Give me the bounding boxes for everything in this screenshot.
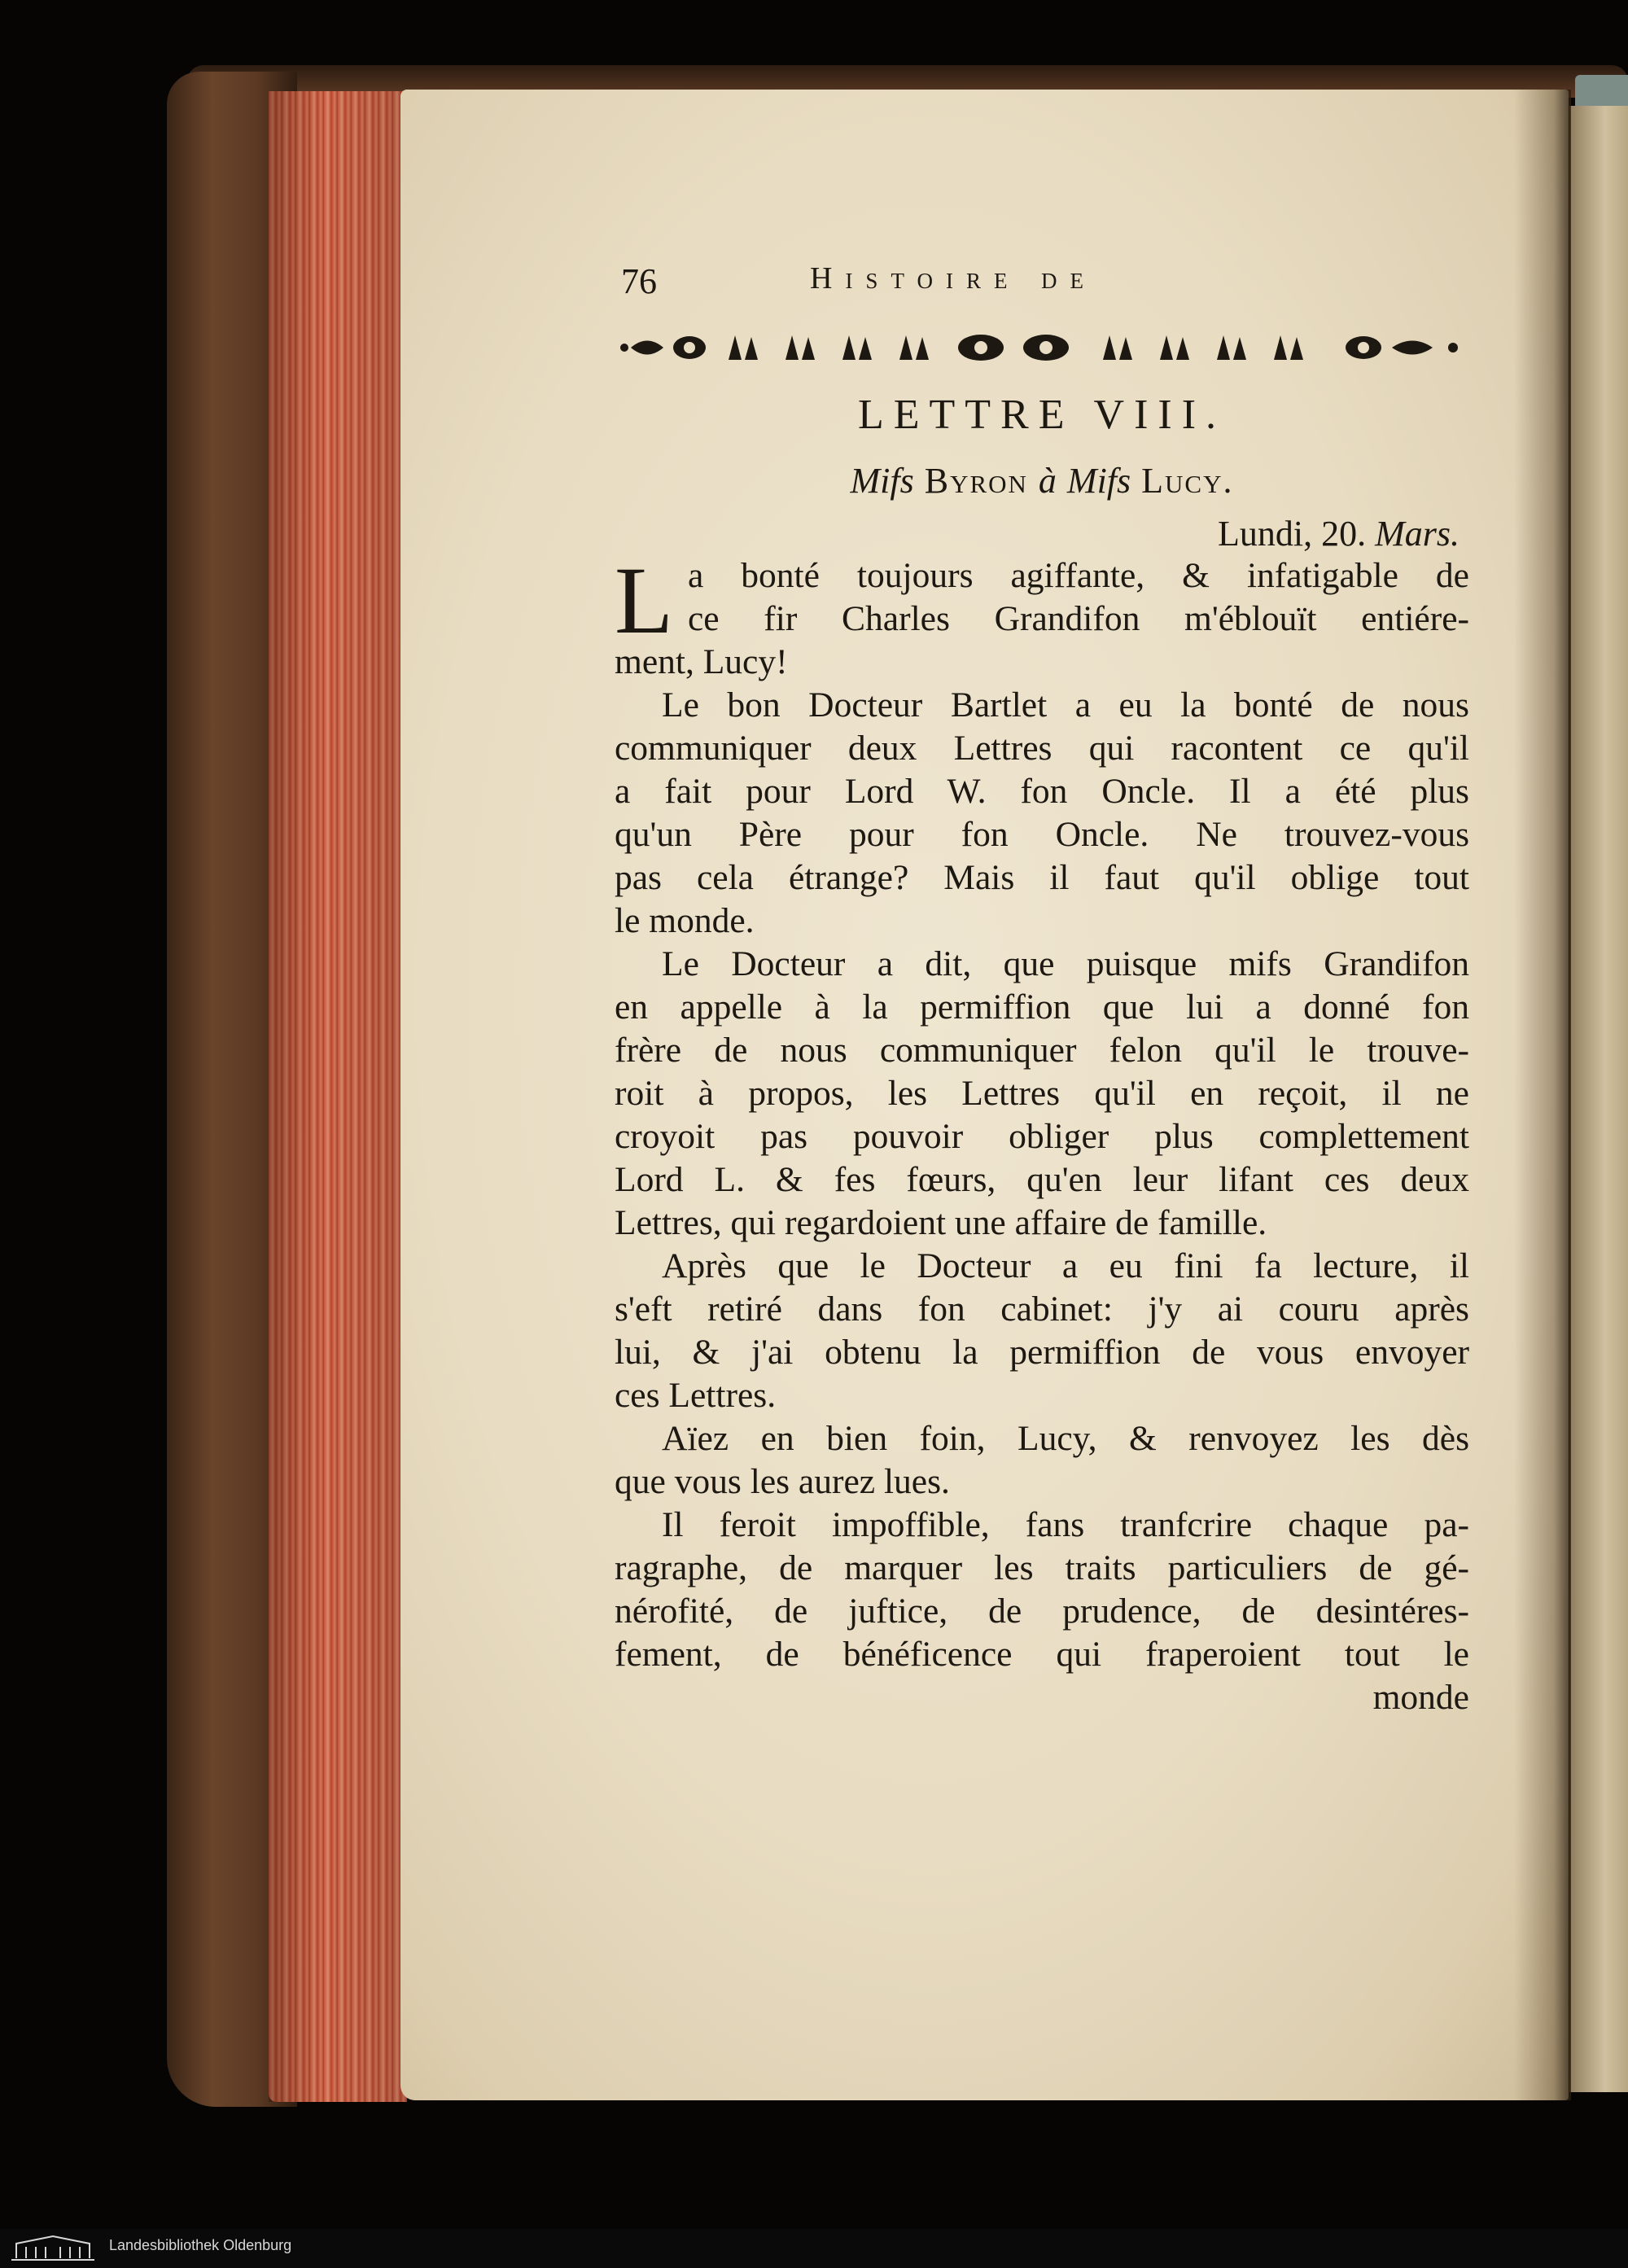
- letter-body: [615, 547, 1469, 1719]
- library-building-icon: [8, 2234, 98, 2261]
- text-line: ce fir Charles Grandifon m'éblouït entiére-: [688, 599, 1469, 638]
- text-line: communiquer deux Lettres qui racontent ce qu'il: [615, 729, 1469, 768]
- running-title: Histoire de: [810, 261, 1096, 296]
- date-day: Lundi, 20.: [1217, 514, 1367, 554]
- catchword: monde: [1372, 1678, 1469, 1717]
- fleuron-ornament-icon: [615, 327, 1469, 368]
- paragraph-6: [615, 1504, 1469, 1676]
- paragraph-4: [615, 1245, 1469, 1417]
- salutation-from-name: Byron: [924, 461, 1028, 501]
- text-line: que vous les aurez lues.: [615, 1462, 950, 1501]
- salutation-from-prefix: Mifs: [850, 461, 914, 501]
- text-line: Après que le Docteur a eu fini fa lecture, il: [662, 1246, 1469, 1285]
- text-line: a bonté toujours agiffante, & infatigable de: [688, 556, 1469, 595]
- salutation-connector: à: [1038, 461, 1057, 501]
- drop-cap: L: [615, 547, 674, 654]
- text-line: nérofité, de juftice, de prudence, de desintéres-: [615, 1592, 1469, 1631]
- text-line: Lord L. & fes fœurs, qu'en leur lifant ces deux: [615, 1160, 1469, 1199]
- running-head: [615, 261, 1469, 309]
- text-line: pas cela étrange? Mais il faut qu'il oblige tout: [615, 858, 1469, 897]
- text-line: fement, de bénéficence qui fraperoient tout le: [615, 1635, 1469, 1674]
- text-line: s'eft retiré dans fon cabinet: j'y ai couru après: [615, 1289, 1469, 1329]
- text-line: a fait pour Lord W. fon Oncle. Il a été plus: [615, 772, 1469, 811]
- facing-page-band: [1575, 75, 1628, 107]
- paragraph-2: [615, 684, 1469, 943]
- date-month: Mars.: [1375, 514, 1460, 554]
- paragraph-5: [615, 1417, 1469, 1504]
- text-line: lui, & j'ai obtenu la permiffion de vous envoyer: [615, 1333, 1469, 1372]
- text-line: qu'un Père pour fon Oncle. Ne trouvez-vous: [615, 815, 1469, 854]
- page-gutter-shadow: [1514, 90, 1571, 2100]
- text-line: ragraphe, de marquer les traits particuliers de gé-: [615, 1548, 1469, 1587]
- text-line: frère de nous communiquer felon qu'il le trouve-: [615, 1031, 1469, 1070]
- paragraph-3: [615, 943, 1469, 1245]
- text-line: croyoit pas pouvoir obliger plus complettement: [615, 1117, 1469, 1156]
- text-line: ces Lettres.: [615, 1376, 777, 1415]
- salutation-to-name: Lucy.: [1141, 461, 1234, 501]
- page-number: 76: [621, 261, 657, 301]
- footer-institution-name: Landesbibliothek Oldenburg: [109, 2237, 292, 2253]
- text-line: Lettres, qui regardoient une affaire de famille.: [615, 1203, 1267, 1242]
- text-line: Aïez en bien foin, Lucy, & renvoyez les dès: [662, 1419, 1469, 1458]
- ornament-band: [615, 327, 1469, 368]
- paragraph-1: [615, 547, 1469, 684]
- text-line: ment, Lucy!: [615, 642, 788, 681]
- page-edges-shadow: [269, 91, 407, 2102]
- letter-date: [615, 513, 1469, 554]
- letter-title: LETTRE VIII.: [857, 392, 1227, 438]
- salutation-to-prefix: Mifs: [1066, 461, 1131, 501]
- page-text-block: [615, 261, 1469, 1719]
- text-line: Il feroit impoffible, fans tranfcrire chaque pa-: [662, 1505, 1469, 1544]
- text-line: roit à propos, les Lettres qu'il en reçoit, il ne: [615, 1074, 1469, 1113]
- text-line: le monde.: [615, 901, 755, 940]
- text-line: en appelle à la permiffion que lui a donné fon: [615, 987, 1469, 1027]
- salutation: [615, 460, 1469, 501]
- text-line: Le Docteur a dit, que puisque mifs Grandifon: [662, 944, 1469, 983]
- text-line: Le bon Docteur Bartlet a eu la bonté de nous: [662, 685, 1469, 725]
- facing-page: [1569, 106, 1628, 2092]
